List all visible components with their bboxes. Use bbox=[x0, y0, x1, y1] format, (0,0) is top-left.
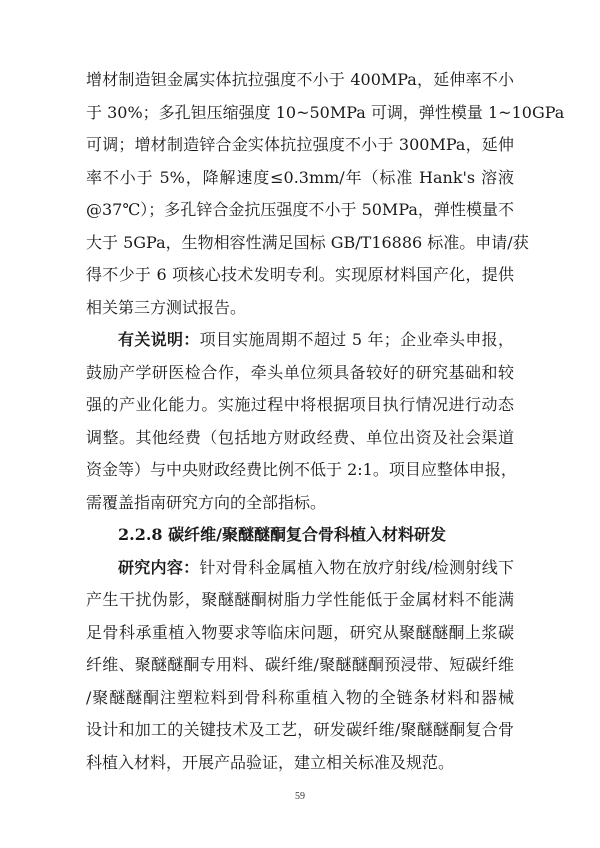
research-first-line: 针对骨科金属植入物在放疗射线/检测射线下 bbox=[199, 557, 514, 577]
text-line: 于 30%；多孔钽压缩强度 10~50MPa 可调，弹性模量 1~10GPa bbox=[86, 102, 565, 122]
text-line: 需覆盖指南研究方向的全部指标。 bbox=[86, 492, 327, 512]
text-line: 可调；增材制造锌合金实体抗拉强度不小于 300MPa，延伸 bbox=[86, 135, 514, 154]
text-line-first bbox=[118, 558, 514, 578]
research-label: 研究内容： bbox=[118, 557, 200, 577]
notes-label: 有关说明： bbox=[118, 330, 200, 349]
text-line: 鼓励产学研医检合作，牵头单位须具备较好的研究基础和较 bbox=[86, 362, 514, 382]
notes-first-line: 项目实施周期不超过 5 年；企业牵头申报， bbox=[199, 330, 514, 349]
text-line: 率不小于 5%，降解速度≤0.3mm/年（标准 Hank's 溶液 bbox=[86, 167, 514, 187]
text-line-first bbox=[118, 330, 514, 350]
page-number: 59 bbox=[295, 791, 305, 802]
text-line: 足骨科承重植入物要求等临床问题，研究从聚醚醚酮上浆碳 bbox=[86, 622, 514, 642]
text-line: 设计和加工的关键技术及工艺，研发碳纤维/聚醚醚酮复合骨 bbox=[86, 720, 514, 739]
text-line: 增材制造钽金属实体抗拉强度不小于 400MPa，延伸率不小 bbox=[86, 70, 514, 89]
text-line: 强的产业化能力。实施过程中将根据项目执行情况进行动态 bbox=[86, 395, 514, 414]
text-line: 调整。其他经费（包括地方财政经费、单位出资及社会渠道 bbox=[86, 427, 514, 447]
text-line: 纤维、聚醚醚酮专用料、碳纤维/聚醚醚酮预浸带、短碳纤维 bbox=[86, 655, 514, 674]
text-line: /聚醚醚酮注塑粒料到骨科称重植入物的全链条材料和器械 bbox=[86, 687, 514, 707]
text-line: @37℃）；多孔锌合金抗压强度不小于 50MPa，弹性模量不 bbox=[86, 200, 514, 219]
text-line: 得不少于 6 项核心技术发明专利。实现原材料国产化，提供 bbox=[86, 265, 514, 284]
text-line: 资金等）与中央财政经费比例不低于 2:1。项目应整体申报， bbox=[86, 460, 517, 479]
section-heading: 2.2.8 碳纤维/聚醚醚酮复合骨科植入材料研发 bbox=[118, 525, 446, 544]
text-line: 相关第三方测试报告。 bbox=[86, 297, 247, 317]
text-line: 科植入材料，开展产品验证，建立相关标准及规范。 bbox=[86, 752, 455, 772]
text-line: 大于 5GPa，生物相容性满足国标 GB/T16886 标准。申请/获 bbox=[86, 232, 529, 252]
text-line: 产生干扰伪影，聚醚醚酮树脂力学性能低于金属材料不能满 bbox=[86, 590, 514, 609]
